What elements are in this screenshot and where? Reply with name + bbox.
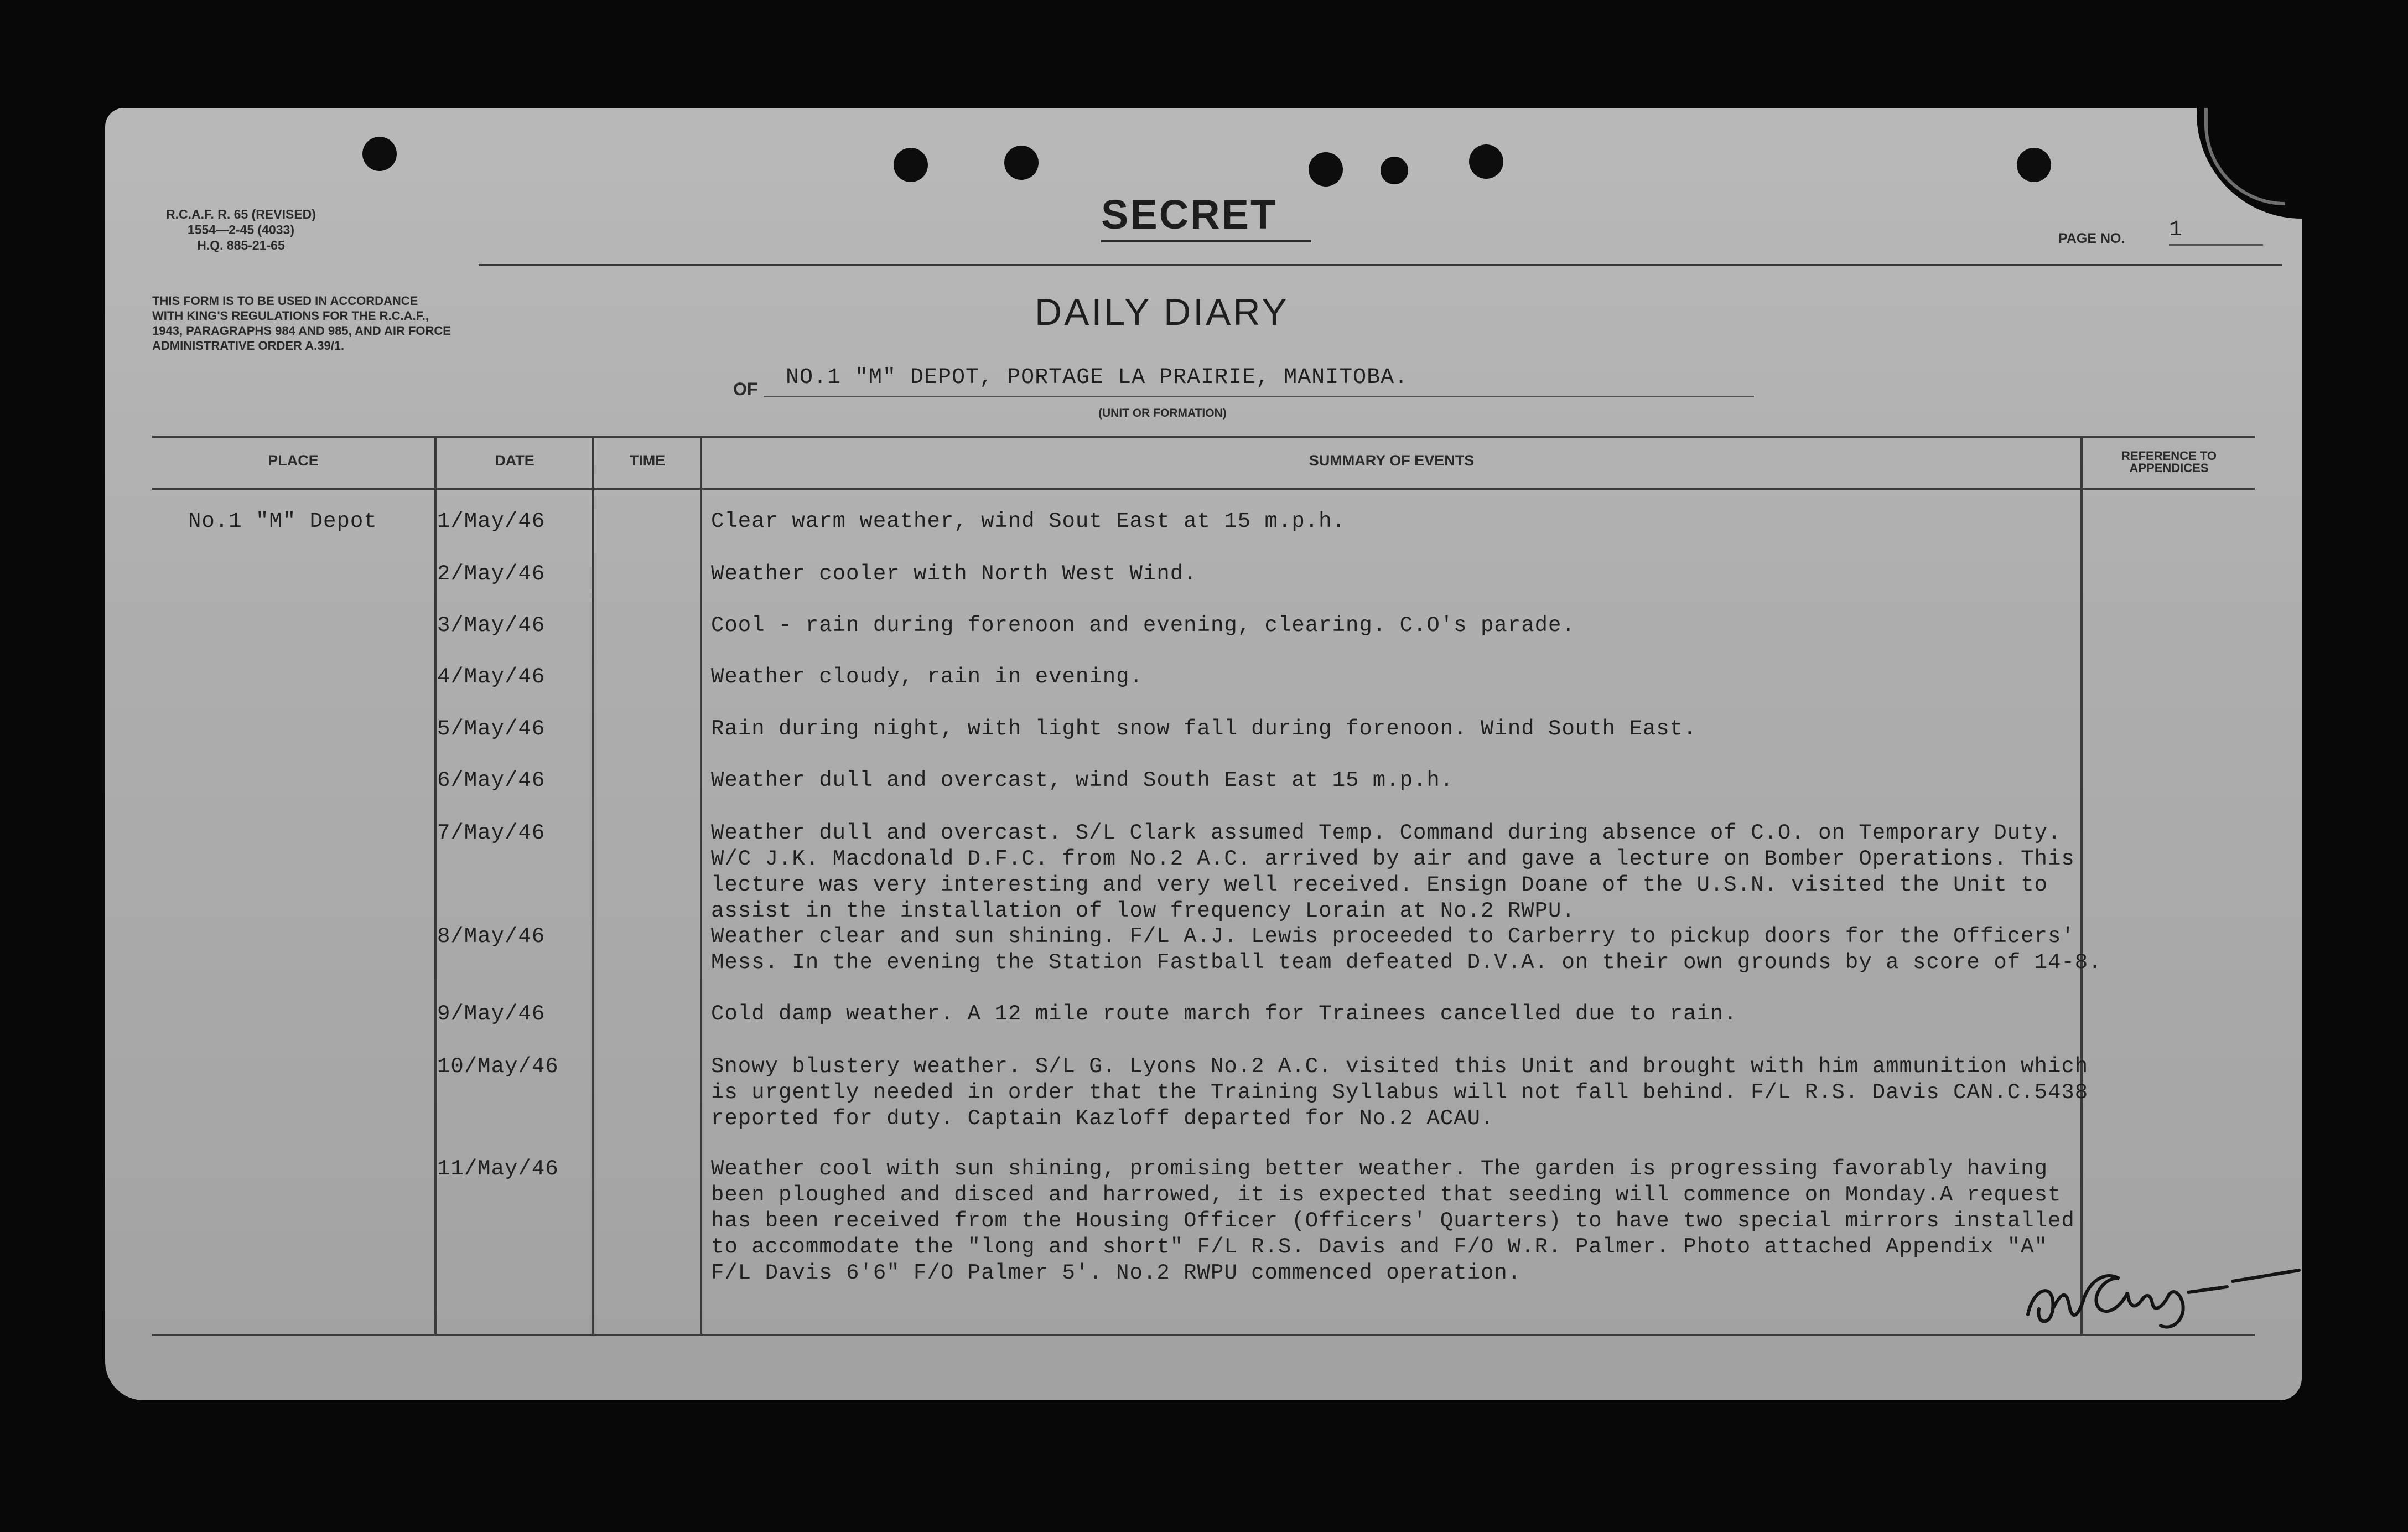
column-divider <box>2080 437 2083 1335</box>
form-title: DAILY DIARY <box>1035 291 1289 333</box>
column-divider <box>592 437 594 1335</box>
classification-underline <box>1101 240 1311 242</box>
column-divider <box>700 437 702 1335</box>
column-header-reference: REFERENCE TO APPENDICES <box>2121 449 2217 475</box>
punch-hole <box>1004 146 1039 180</box>
entry-summary: Weather dull and overcast, wind South East at 15 m.p.h. <box>711 768 1454 793</box>
entry-summary: Weather cooler with North West Wind. <box>711 562 1197 586</box>
entry-summary: Weather clear and sun shining. F/L A.J. Lewis proceeded to Carberry to pickup doors for the Officers' <box>711 924 2075 949</box>
entry-summary: Weather dull and overcast. S/L Clark assumed Temp. Command during absence of C.O. on Temporary Duty. <box>711 821 2062 845</box>
entry-date: 6/May/46 <box>437 768 546 793</box>
form-code: R.C.A.F. R. 65 (REVISED) 1554—2-45 (4033) H.Q. 885-21-65 <box>166 207 316 252</box>
column-divider <box>434 437 437 1335</box>
entry-date: 10/May/46 <box>437 1054 559 1079</box>
entry-date: 8/May/46 <box>437 924 546 949</box>
entry-summary: lecture was very interesting and very well received. Ensign Doane of the U.S.N. visited the Unit to <box>711 873 2048 897</box>
unit-underline <box>764 396 1754 397</box>
entry-date: 9/May/46 <box>437 1002 546 1026</box>
punch-hole <box>1309 152 1343 187</box>
diary-sheet <box>105 108 2302 1400</box>
unit-caption: (UNIT OR FORMATION) <box>1098 407 1227 420</box>
punch-hole <box>1469 144 1503 179</box>
entry-summary: Clear warm weather, wind Sout East at 15 m.p.h. <box>711 509 1346 534</box>
entry-summary: assist in the installation of low frequency Lorain at No.2 RWPU. <box>711 899 1575 923</box>
entry-date: 3/May/46 <box>437 613 546 638</box>
entry-summary: W/C J.K. Macdonald D.F.C. from No.2 A.C. arrived by air and gave a lecture on Bomber Operations. This <box>711 847 2075 871</box>
header-rule <box>479 264 2282 266</box>
page-number: 1 <box>2169 218 2183 242</box>
entry-date: 11/May/46 <box>437 1157 559 1181</box>
unit-name: NO.1 "M" DEPOT, PORTAGE LA PRAIRIE, MANITOBA. <box>786 365 1409 390</box>
entry-summary: reported for duty. Captain Kazloff departed for No.2 ACAU. <box>711 1106 1494 1131</box>
place-cell: No.1 "M" Depot <box>188 509 377 534</box>
entry-date: 7/May/46 <box>437 821 546 845</box>
column-header-time: TIME <box>629 452 666 469</box>
entry-summary: Rain during night, with light snow fall during forenoon. Wind South East. <box>711 717 1697 741</box>
punch-hole <box>362 137 397 171</box>
classification-heading: SECRET <box>1101 192 1278 237</box>
table-header-rule <box>152 488 2255 490</box>
column-header-date: DATE <box>495 452 534 469</box>
entry-summary: Weather cloudy, rain in evening. <box>711 665 1143 689</box>
column-header-summary: SUMMARY OF EVENTS <box>1309 452 1475 469</box>
entry-summary: Snowy blustery weather. S/L G. Lyons No.2 A.C. visited this Unit and brought with him ammunition which <box>711 1054 2089 1079</box>
entry-summary: has been received from the Housing Officer (Officers' Quarters) to have two special mirrors installed <box>711 1209 2075 1233</box>
punch-hole <box>1381 157 1408 184</box>
table-bottom-rule <box>152 1334 2255 1336</box>
entry-summary: been ploughed and disced and harrowed, it is expected that seeding will commence on Monday.A request <box>711 1183 2062 1207</box>
folded-corner <box>2197 108 2302 219</box>
entry-summary: Cool - rain during forenoon and evening, clearing. C.O's parade. <box>711 613 1575 638</box>
entry-date: 2/May/46 <box>437 562 546 586</box>
entry-summary: is urgently needed in order that the Training Syllabus will not fall behind. F/L R.S. Davis CAN.C.5438 <box>711 1080 2089 1105</box>
form-usage-note: THIS FORM IS TO BE USED IN ACCORDANCE WITH KING'S REGULATIONS FOR THE R.C.A.F., 1943, PARAGRAPHS 984 AND 985, AND AIR FORCE ADMINISTRATIVE ORDER A.39/1. <box>152 294 451 353</box>
punch-hole <box>894 148 928 182</box>
of-label: OF <box>733 379 758 399</box>
entry-summary: Weather cool with sun shining, promising better weather. The garden is progressing favorably having <box>711 1157 2048 1181</box>
entry-date: 4/May/46 <box>437 665 546 689</box>
entry-date: 5/May/46 <box>437 717 546 741</box>
entry-summary: Cold damp weather. A 12 mile route march for Trainees cancelled due to rain. <box>711 1002 1737 1026</box>
entry-date: 1/May/46 <box>437 509 546 534</box>
column-header-place: PLACE <box>268 452 319 469</box>
entry-summary: to accommodate the "long and short" F/L R.S. Davis and F/O W.R. Palmer. Photo attached Appendix "A" <box>711 1235 2048 1259</box>
handwritten-signature <box>2022 1248 2302 1337</box>
punch-hole <box>2017 148 2051 182</box>
table-top-rule <box>152 436 2255 438</box>
entry-summary: F/L Davis 6'6" F/O Palmer 5'. No.2 RWPU commenced operation. <box>711 1261 1522 1285</box>
entry-summary: Mess. In the evening the Station Fastball team defeated D.V.A. on their own grounds by a score of 14-8. <box>711 950 2102 975</box>
page-number-label: PAGE NO. <box>2058 231 2125 246</box>
page-number-line <box>2169 244 2263 246</box>
